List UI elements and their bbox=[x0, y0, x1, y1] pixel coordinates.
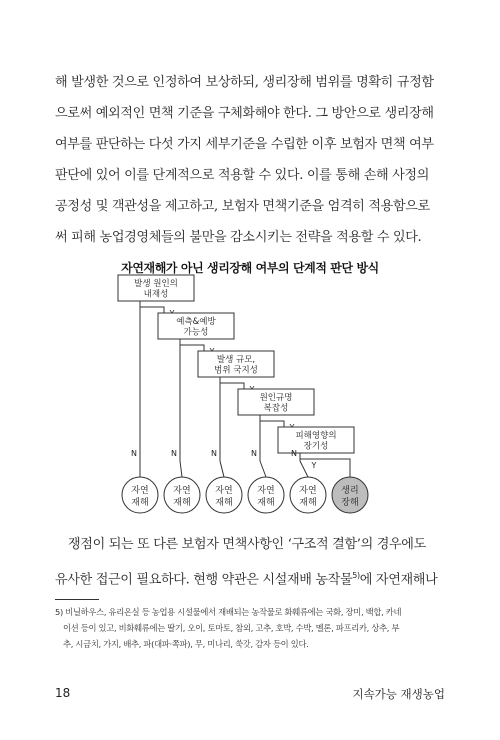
text-line: 쟁점이 되는 또 다른 보험자 면책사항인 ‘구조적 결함’의 경우에도 bbox=[68, 537, 426, 552]
outcome-label: 재해 bbox=[173, 498, 191, 508]
yes-label: Y bbox=[311, 461, 317, 470]
body-paragraph-2 bbox=[55, 529, 447, 591]
no-branch-connector bbox=[180, 461, 182, 477]
text-line-with-footnote bbox=[55, 560, 447, 591]
criterion-label: 내재성 bbox=[143, 289, 169, 300]
text-line: 해 발생한 것으로 인정하여 보상하되, 생리장해 범위를 명확히 규정함 bbox=[55, 75, 434, 90]
yes-branch-line bbox=[140, 307, 164, 313]
criterion-label: 발생 원인의 bbox=[134, 279, 178, 289]
outcome-label: 재해 bbox=[215, 498, 233, 508]
text-line: 여부를 판단하는 다섯 가지 세부기준을 수립한 이후 보험자 면책 여부 bbox=[55, 137, 434, 152]
footnote-line: 5) 비닐하우스, 유리온실 등 농업용 시설물에서 재배되는 농작물로 화훼류에는 국화, 장미, 백합, 카네 bbox=[55, 607, 402, 617]
text-line: 공정성 및 객관성을 제고하고, 보험자 면책기준을 엄격히 적용함으로 bbox=[55, 199, 430, 214]
outcome-label: 자연 bbox=[257, 486, 275, 496]
no-label: N bbox=[211, 449, 217, 458]
outcome-label: 재해 bbox=[299, 498, 317, 508]
page-number: 18 bbox=[55, 686, 71, 700]
no-label: N bbox=[291, 449, 297, 458]
figure-title: 자연재해가 아닌 생리장해 여부의 단계적 판단 방식 bbox=[121, 261, 379, 275]
no-branch-connector bbox=[300, 461, 308, 477]
text-line: 으로써 예외적인 면책 기준을 구체화해야 한다. 그 방안으로 생리장해 bbox=[55, 106, 434, 121]
yes-branch-line bbox=[300, 459, 350, 477]
outcome-label: 자연 bbox=[131, 486, 149, 496]
yes-branch-line bbox=[180, 345, 204, 351]
footnote-line: 추, 시금치, 가지, 배추, 파(대파·쪽파), 무, 미나리, 쑥갓, 감자 등이 있다. bbox=[63, 639, 309, 649]
outcome-label: 자연 bbox=[173, 486, 191, 496]
text-line: 판단에 있어 이를 단계적으로 적용할 수 있다. 이를 통해 손해 사정의 bbox=[55, 168, 429, 183]
criterion-label: 원인규명 bbox=[259, 393, 293, 403]
outcome-label: 생리 bbox=[341, 486, 359, 496]
criterion-label: 발생 규모, bbox=[216, 355, 256, 365]
outcome-label: 재해 bbox=[257, 498, 275, 508]
footnote-reference[interactable]: 5) bbox=[352, 571, 360, 580]
no-branch-connector bbox=[260, 461, 266, 477]
criterion-label: 복잡성 bbox=[263, 403, 289, 414]
no-label: N bbox=[131, 449, 137, 458]
outcome-label: 자연 bbox=[215, 486, 233, 496]
criterion-label: 예측&예방 bbox=[176, 317, 216, 327]
running-head: 지속가능 재생농업 bbox=[352, 687, 445, 701]
criterion-label: 범위 국지성 bbox=[214, 365, 258, 376]
yes-branch-line bbox=[260, 421, 284, 427]
criterion-label: 장기성 bbox=[303, 441, 329, 452]
no-label: N bbox=[251, 449, 257, 458]
criterion-label: 가능성 bbox=[183, 327, 209, 338]
outcome-label: 자연 bbox=[299, 486, 317, 496]
no-label: N bbox=[171, 449, 177, 458]
outcome-label: 장해 bbox=[341, 498, 359, 508]
outcome-label: 재해 bbox=[131, 498, 149, 508]
footnote-divider bbox=[55, 599, 99, 600]
text-segment: 유사한 접근이 필요하다. 현행 약관은 시설재배 농작물 bbox=[55, 572, 353, 588]
yes-branch-line bbox=[220, 383, 244, 389]
footnote-line: 이션 등이 있고, 비화훼류에는 딸기, 오이, 토마토, 참외, 고추, 호박, 수박, 멜론, 파프리카, 상추, 부 bbox=[63, 623, 400, 633]
no-branch-connector bbox=[220, 461, 224, 477]
text-line: 써 피해 농업경영체들의 불만을 감소시키는 전략을 적용할 수 있다. bbox=[55, 230, 422, 245]
text-segment: 에 자연재해나 bbox=[359, 572, 438, 588]
criterion-label: 피해영향의 bbox=[295, 431, 337, 441]
